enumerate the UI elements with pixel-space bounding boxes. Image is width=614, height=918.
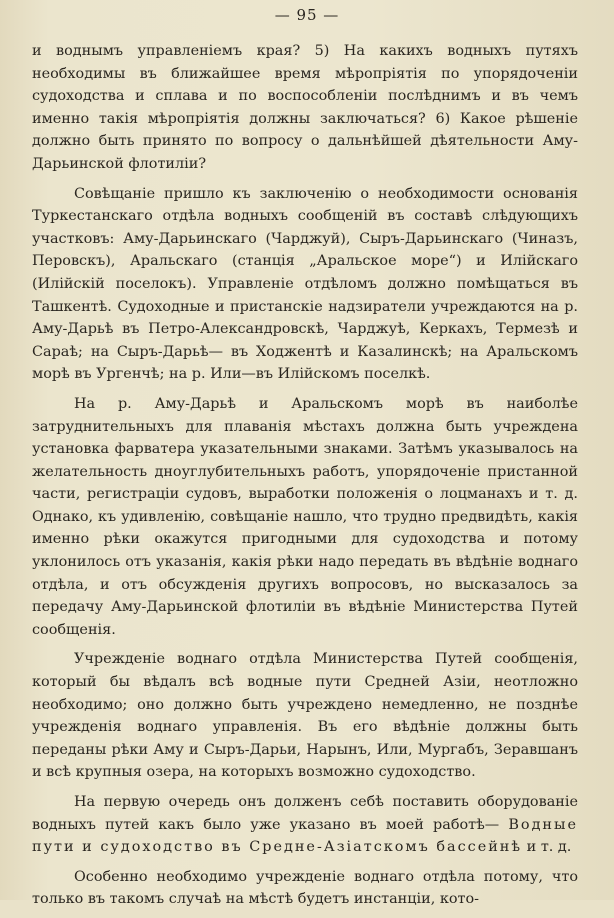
paragraph-first-priority bbox=[32, 791, 578, 859]
cited-work-title: Водные пути и судоходство въ Средне-Азіатскомъ бассейнѣ bbox=[32, 816, 578, 856]
paragraph-continuation: и воднымъ управленіемъ края? 5) На какихъ водныхъ путяхъ необходимы въ ближайшее время мѣропріятія по упорядоченіи судоходства и сплава и по воспособленіи послѣднимъ и въ чемъ именно такія мѣропріятія должны заключаться? 6) Какое рѣшеніе должно быть принято по вопросу о дальнѣйшей дѣятельности Аму-Дарьинской флотиліи? bbox=[32, 43, 578, 172]
paragraph-conference-conclusion: Совѣщаніе пришло къ заключенію о необходимости основанія Туркестанскаго отдѣла водныхъ сообщеній въ составѣ слѣдующихъ участковъ: Аму-Дарьинскаго (Чарджуй), Сыръ-Дарьинскаго (Чиназъ, Перовскъ), Аральскаго (станція „Аральское море“) и Илійскаго (Илійскій поселокъ). Управленіе отдѣломъ должно помѣщаться въ Ташкентѣ. Судоходные и пристанскіе надзиратели учреждаются на р. Аму-Дарьѣ въ Петро-Александровскѣ, Чарджуѣ, Керкахъ, Термезѣ и Сараѣ; на Сыръ-Дарьѣ— въ Ходжентѣ и Казалинскѣ; на Аральскомъ морѣ въ Ургенчѣ; на р. Или—въ Илійскомъ поселкѣ. bbox=[32, 185, 578, 383]
body-text bbox=[32, 40, 578, 918]
page-number: — 95 — bbox=[274, 6, 340, 24]
paragraph-first-priority-end: и т. д. bbox=[522, 839, 572, 856]
paragraph-water-department: Учрежденіе воднаго отдѣла Министерства Путей сообщенія, который бы вѣдалъ всѣ водные пути Средней Азіи, неотложно необходимо; оно должно быть учреждено немедленно, не позднѣе учрежденія воднаго управленія. Въ его вѣдѣніе должны быть переданы рѣки Аму и Сыръ-Дарьи, Нарынъ, Или, Мургабъ, Зеравшанъ и всѣ крупныя озера, на которыхъ возможно судоходство. bbox=[32, 651, 578, 781]
paragraph-especially-necessary: Особенно необходимо учрежденіе воднаго отдѣла потому, что только въ такомъ случаѣ на мѣстѣ будетъ инстанціи, кото- bbox=[32, 868, 578, 908]
paragraph-first-priority-start: На первую очередь онъ долженъ себѣ поставить оборудованіе водныхъ путей какъ было уже указано въ моей работѣ— bbox=[32, 794, 578, 833]
paragraph-amu-darya-navigation: На р. Аму-Дарьѣ и Аральскомъ морѣ въ наиболѣе затруднительныхъ для плаванія мѣстахъ должна быть учреждена установка фарватера указательными знаками. Затѣмъ указывалось на желательность дноуглубительныхъ работъ, упорядоченіе пристанной части, регистраціи судовъ, выработки положенія о лоцманахъ и т. д. Однако, къ удивленію, совѣщаніе нашло, что трудно предвидѣть, какія именно рѣки окажутся пригодными для судоходства и потому уклонилось отъ указанія, какія рѣки надо передать въ вѣдѣніе воднаго отдѣла, и отъ обсужденія другихъ вопросовъ, но высказалось за передачу Аму-Дарьинской флотиліи въ вѣдѣніе Министерства Путей сообщенія. bbox=[32, 395, 578, 638]
